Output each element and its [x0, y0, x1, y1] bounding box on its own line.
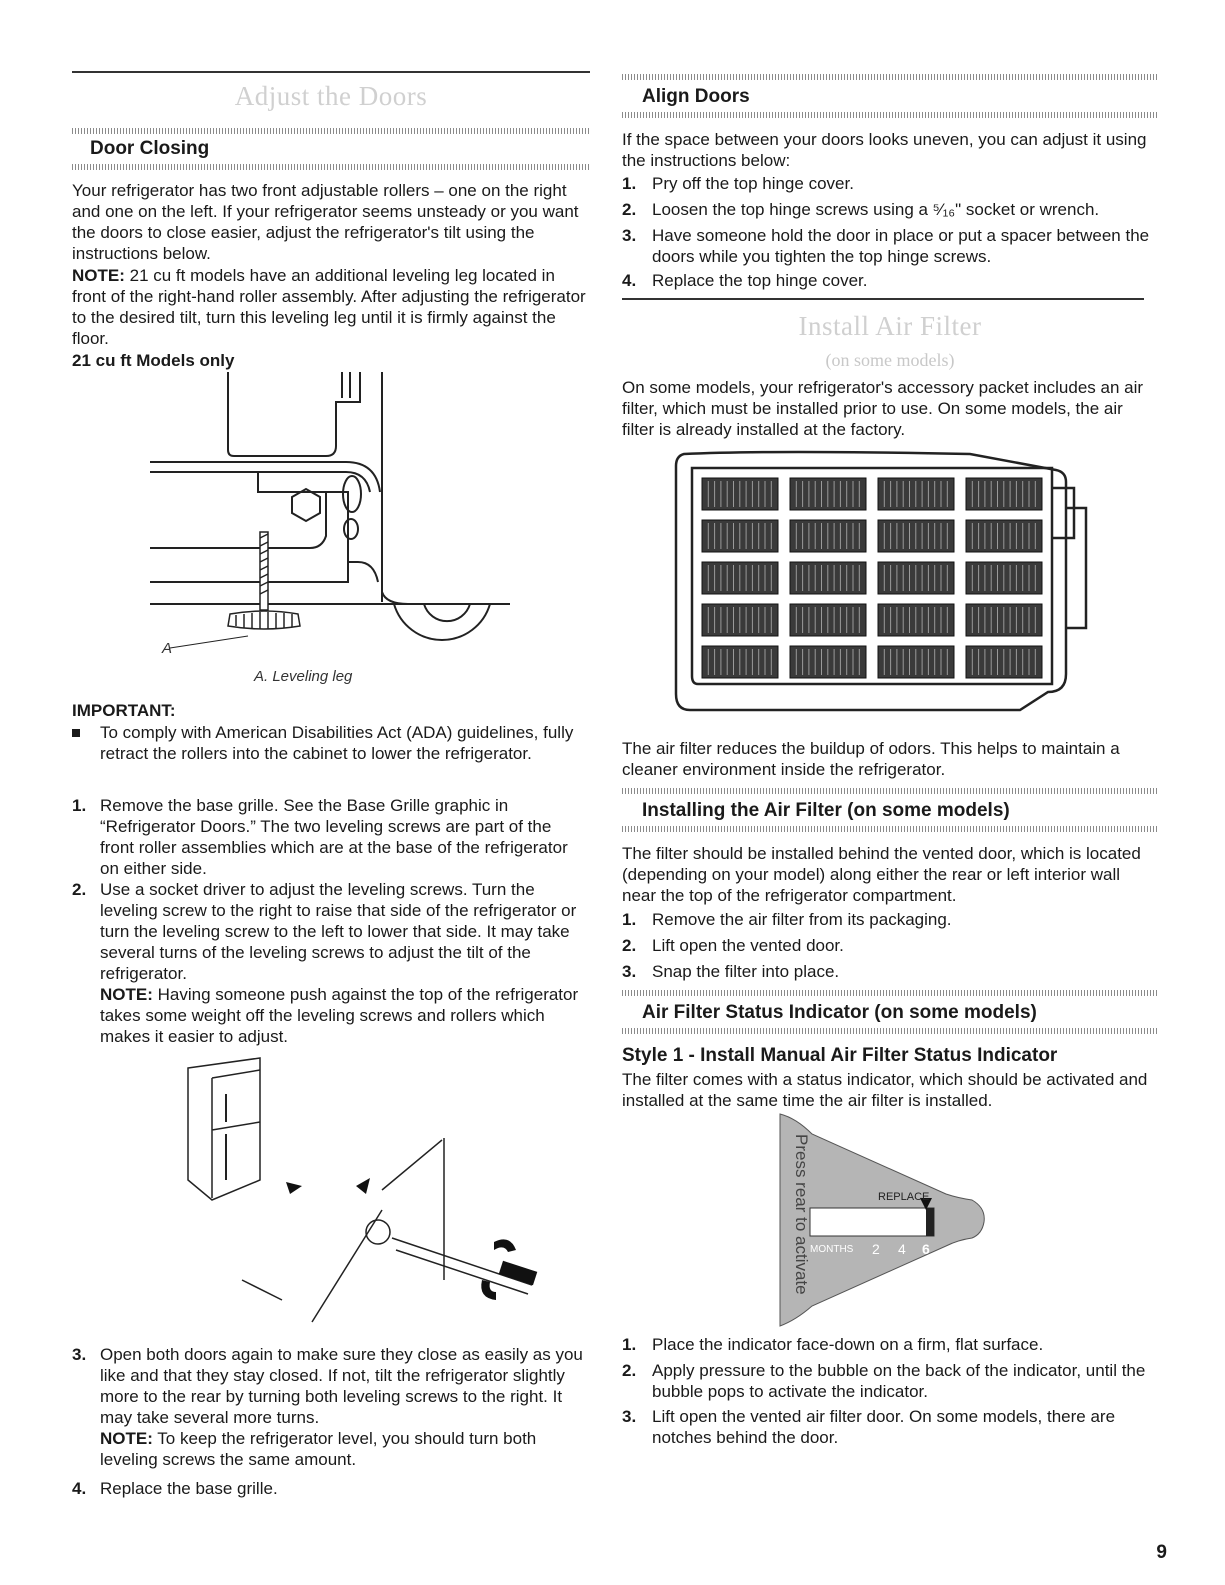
- air-filter-illustration: [670, 448, 1100, 718]
- top-rule: [72, 71, 590, 73]
- filter-cells: [702, 478, 1042, 678]
- dotted-divider: [72, 164, 590, 170]
- step-text: Snap the filter into place.: [652, 962, 840, 981]
- socket-driver-illustration: [182, 1030, 522, 1330]
- dotted-divider: [622, 788, 1158, 794]
- step-text: Replace the top hinge cover.: [652, 271, 868, 290]
- step-number: 3.: [72, 1345, 87, 1364]
- dotted-divider: [622, 1028, 1158, 1034]
- dotted-divider: [622, 990, 1158, 996]
- step-number: 2.: [622, 936, 637, 955]
- dotted-divider: [622, 826, 1158, 832]
- step-text: Lift open the vented air filter door. On some models, there are notches behind the door.: [652, 1407, 1116, 1447]
- status-indicator-illustration: [772, 1114, 992, 1326]
- step2-note: NOTE: Having someone push against the top of the refrigerator takes some weight off the leveling screws and rollers which makes it easier to adjust.: [100, 985, 579, 1046]
- step-number: 1.: [622, 174, 637, 193]
- status-intro: The filter comes with a status indicator, which should be activated and installed at the same time the air filter is installed.: [622, 1070, 1148, 1110]
- step3-note: NOTE: To keep the refrigerator level, you should turn both leveling screws the same amount.: [100, 1429, 537, 1469]
- installing-intro: The filter should be installed behind the vented door, which is located (depending on your model) along either the rear or left interior wall near the top of the refrigerator compartment.: [622, 844, 1141, 905]
- align-doors-intro: If the space between your doors looks uneven, you can adjust it using the instructions below:: [622, 130, 1147, 170]
- leveling-leg-illustration: [150, 372, 590, 672]
- step-text: Use a socket driver to adjust the leveling screws. Turn the leveling screw to the right to raise that side of the refrigerator or turn the leveling screw to the left to lower that side. It may take several turns of the leveling screws to adjust the tilt of the refrigerator.: [100, 880, 577, 983]
- indicator-months-text: MONTHS: [810, 1244, 854, 1255]
- heading-align-doors: Align Doors: [642, 86, 750, 107]
- step-text: Open both doors again to make sure they close as easily as you like and that they stay closed. If not, tilt the refrigerator slightly more to the rear by turning both leveling screws to the right. It may take several more turns.: [100, 1345, 583, 1427]
- important-bullet-text: To comply with American Disabilities Act (ADA) guidelines, fully retract the rollers into the cabinet to lower the refrigerator.: [100, 723, 574, 763]
- bullet-icon: [72, 729, 80, 737]
- step-text: Place the indicator face-down on a firm, flat surface.: [652, 1335, 1044, 1354]
- step-number: 3.: [622, 1407, 637, 1426]
- step-text: Loosen the top hinge screws using a ⁵⁄₁₆" socket or wrench.: [652, 200, 1100, 219]
- indicator-month-2: 2: [872, 1241, 880, 1257]
- heading-installing-air-filter: Installing the Air Filter (on some models): [642, 800, 1010, 821]
- section-rule: [622, 298, 1144, 300]
- step-text: Remove the base grille. See the Base Grille graphic in “Refrigerator Doors.” The two leveling screws are part of the front roller assemblies which are at the base of the refrigerator on either side.: [100, 796, 568, 878]
- door-closing-intro: Your refrigerator has two front adjustable rollers – one on the right and one on the left. If your refrigerator seems unsteady or you want the doors to close easier, adjust the refrigerator's tilt using the instructions below.: [72, 181, 579, 263]
- heading-status-indicator: Air Filter Status Indicator (on some models): [642, 1002, 1037, 1023]
- step-number: 1.: [622, 1335, 637, 1354]
- dotted-divider: [622, 74, 1158, 80]
- figure-label-a: A: [162, 640, 173, 657]
- step-text: Lift open the vented door.: [652, 936, 844, 955]
- page-number: 9: [1156, 1542, 1167, 1563]
- important-label: IMPORTANT:: [72, 701, 176, 720]
- indicator-month-4: 4: [898, 1241, 906, 1257]
- step-number: 2.: [622, 1361, 637, 1380]
- step-text: Apply pressure to the bubble on the back of the indicator, until the bubble pops to activate the indicator.: [652, 1361, 1146, 1401]
- door-closing-note: NOTE: 21 cu ft models have an additional leveling leg located in front of the right-hand roller assembly. After adjusting the refrigerator to the desired tilt, turn this leveling leg until it is firmly against the floor.: [72, 266, 586, 348]
- step-number: 2.: [72, 880, 87, 899]
- air-filter-benefit: The air filter reduces the buildup of odors. This helps to maintain a cleaner environment inside the refrigerator.: [622, 739, 1120, 779]
- air-filter-intro: On some models, your refrigerator's accessory packet includes an air filter, which must be installed prior to use. On some models, the air filter is already installed at the factory.: [622, 378, 1144, 439]
- indicator-replace-text: REPLACE: [878, 1191, 930, 1203]
- section-title-install-air-filter: Install Air Filter: [798, 311, 982, 341]
- step-number: 1.: [72, 796, 87, 815]
- step-number: 4.: [72, 1479, 87, 1498]
- heading-style-1: Style 1 - Install Manual Air Filter Status Indicator: [622, 1045, 1058, 1066]
- indicator-month-6: 6: [922, 1241, 930, 1257]
- step-number: 3.: [622, 226, 637, 245]
- step-text: Remove the air filter from its packaging.: [652, 910, 952, 929]
- section-title-adjust-doors: Adjust the Doors: [234, 81, 428, 111]
- step-number: 2.: [622, 200, 637, 219]
- step-number: 3.: [622, 962, 637, 981]
- section-subtitle: (on some models): [825, 350, 955, 370]
- step-text: Have someone hold the door in place or put a spacer between the doors while you tighten the top hinge screws.: [652, 226, 1150, 266]
- dotted-divider: [622, 112, 1158, 118]
- step-number: 1.: [622, 910, 637, 929]
- step-number: 4.: [622, 271, 637, 290]
- indicator-press-text: Press rear to activate: [792, 1134, 811, 1295]
- figure-caption: A. Leveling leg: [254, 668, 353, 685]
- heading-door-closing: Door Closing: [90, 138, 210, 159]
- dotted-divider: [72, 128, 590, 134]
- step-text: Pry off the top hinge cover.: [652, 174, 854, 193]
- step-text: Replace the base grille.: [100, 1479, 278, 1498]
- models-only-label: 21 cu ft Models only: [72, 351, 235, 370]
